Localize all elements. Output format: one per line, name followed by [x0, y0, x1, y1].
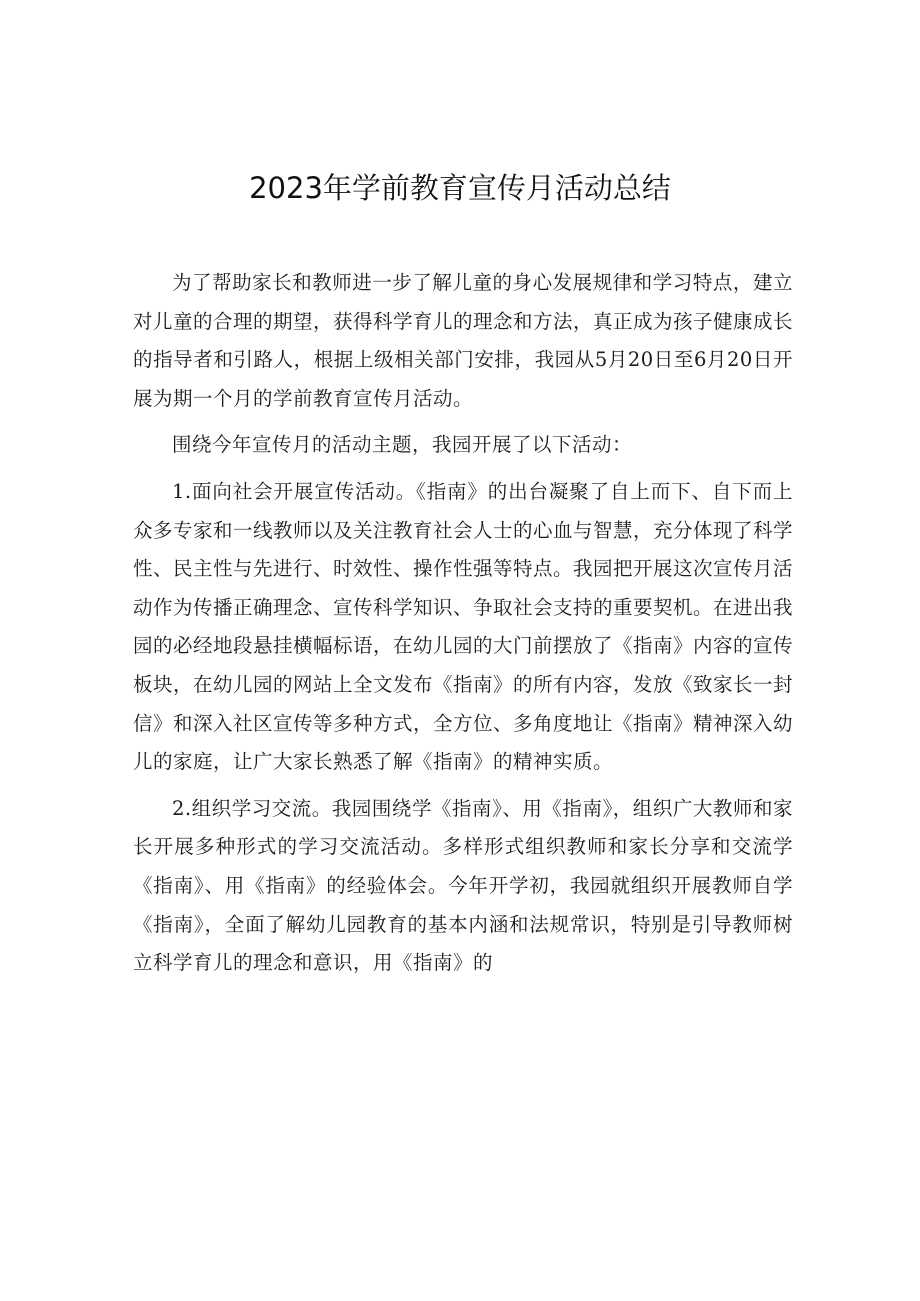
paragraph-activity-1: 1.面向社会开展宣传活动。《指南》的出台凝聚了自上而下、自下而上众多专家和一线教师以及关注教育社会人士的心血与智慧，充分体现了科学性、民主性与先进行、时效性、操作性强等特点。我园把开展这次宣传月活动作为传播正确理念、宣传科学知识、争取社会支持的重要契机。在进出我园的必经地段悬挂横幅标语，在幼儿园的大门前摆放了《指南》内容的宣传板块，在幼儿园的网站上全文发布《指南》的所有内容，发放《致家长一封信》和深入社区宣传等多种方式，全方位、多角度地让《指南》精神深入幼儿的家庭，让广大家长熟悉了解《指南》的精神实质。	[133, 479, 794, 774]
document-title: 2023年学前教育宣传月活动总结	[249, 171, 671, 205]
paragraph-intro: 为了帮助家长和教师进一步了解儿童的身心发展规律和学习特点，建立对儿童的合理的期望，获得科学育儿的理念和方法，真正成为孩子健康成长的指导者和引路人，根据上级相关部门安排，我园从5月20日至6月20日开展为期一个月的学前教育宣传月活动。	[133, 271, 794, 410]
document-body	[133, 264, 793, 991]
paragraph-activity-2: 2.组织学习交流。我园围绕学《指南》、用《指南》，组织广大教师和家长开展多种形式的学习交流活动。多样形式组织教师和家长分享和交流学《指南》、用《指南》的经验体会。今年开学初，我园就组织开展教师自学《指南》，全面了解幼儿园教育的基本内涵和法规常识，特别是引导教师树立科学育儿的理念和意识，用《指南》的	[133, 796, 793, 975]
paragraph-activities-intro: 围绕今年宣传月的活动主题，我园开展了以下活动：	[172, 433, 633, 457]
